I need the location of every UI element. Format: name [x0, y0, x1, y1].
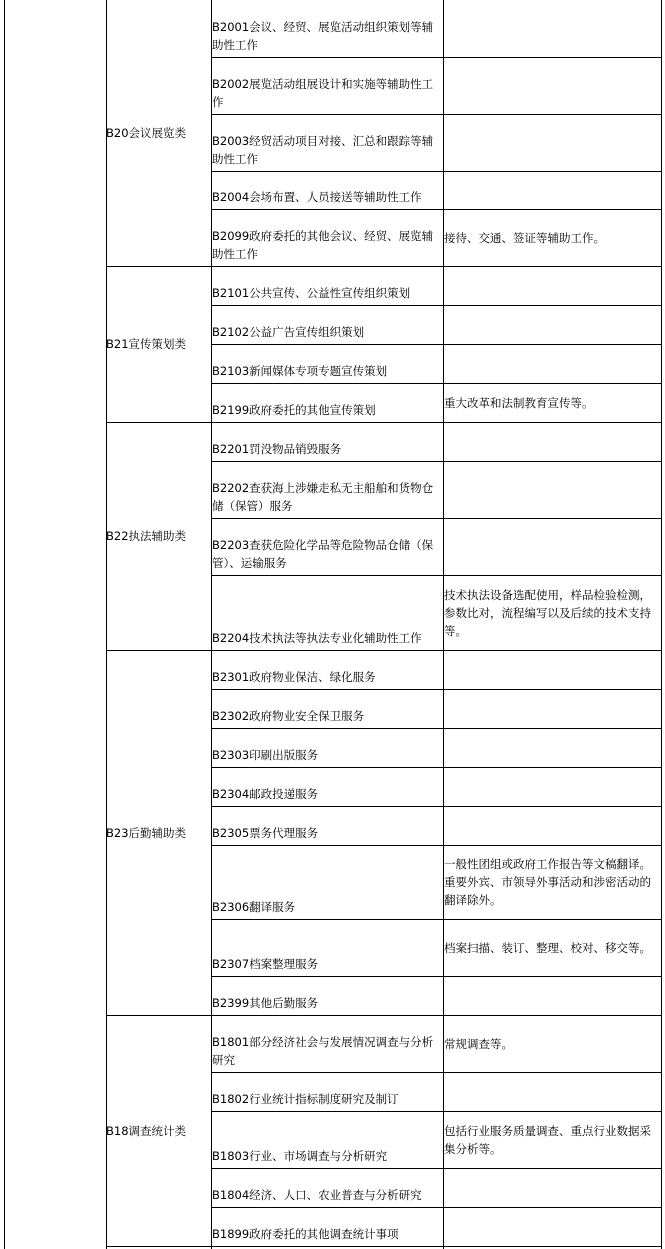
row-divider — [211, 976, 662, 977]
row-divider — [211, 461, 662, 462]
item-name: B2101公共宣传、公益性宣传组织策划 — [212, 286, 411, 300]
item-note: 一般性团组或政府工作报告等文稿翻译。重要外宾、市领导外事活动和涉密活动的翻译除外。 — [444, 857, 651, 907]
item-name: B2001会议、经贸、展览活动组织策划等辅助性工作 — [212, 20, 434, 52]
item-name: B2202查获海上涉嫌走私无主船舶和货物仓储（保管）服务 — [212, 481, 434, 513]
item-name: B2204技术执法等执法专业化辅助性工作 — [212, 631, 422, 645]
category-label: B22执法辅助类 — [106, 529, 187, 543]
item-name: B2302政府物业安全保卫服务 — [212, 709, 365, 723]
row-divider — [211, 845, 662, 846]
item-note: 重大改革和法制教育宣传等。 — [444, 395, 594, 410]
category-label: B18调查统计类 — [106, 1123, 187, 1138]
item-name: B1802行业统计指标制度研究及制订 — [212, 1092, 399, 1106]
group-divider — [106, 266, 662, 267]
item-note: 接待、交通、签证等辅助工作。 — [444, 230, 605, 245]
category-label: B21宣传策划类 — [106, 337, 187, 351]
row-divider — [211, 57, 662, 58]
group-divider — [106, 422, 662, 423]
row-divider — [211, 383, 662, 384]
row-divider — [211, 209, 662, 210]
item-name: B2002展览活动组展设计和实施等辅助性工作 — [212, 77, 434, 109]
item-note: 技术执法设备选配使用，样品检验检测，参数比对，流程编写以及后续的技术支持等。 — [444, 587, 651, 638]
row-divider — [211, 806, 662, 807]
item-name: B2305票务代理服务 — [212, 826, 319, 840]
row-divider — [211, 344, 662, 345]
column-divider — [106, 0, 107, 1249]
item-name: B2304邮政投递服务 — [212, 787, 319, 801]
item-name: B1899政府委托的其他调查统计事项 — [212, 1227, 399, 1241]
row-divider — [211, 305, 662, 306]
item-name: B1801部分经济社会与发展情况调查与分析研究 — [212, 1035, 434, 1067]
item-note: 档案扫描、装订、整理、校对、移交等。 — [444, 940, 651, 955]
item-name: B2201罚没物品销毁服务 — [212, 442, 342, 456]
item-name: B2203查获危险化学品等危险物品仓储（保管）、运输服务 — [212, 538, 434, 570]
table-border-left — [4, 0, 5, 1249]
item-note: 常规调查等。 — [444, 1036, 513, 1051]
row-divider — [211, 1168, 662, 1169]
category-label: B20会议展览类 — [106, 126, 187, 140]
item-name: B2307档案整理服务 — [212, 957, 319, 971]
table-border-right — [661, 0, 662, 1249]
category-label: B23后勤辅助类 — [106, 825, 187, 840]
row-divider — [211, 728, 662, 729]
row-divider — [211, 1207, 662, 1208]
row-divider — [211, 689, 662, 690]
item-name: B2306翻译服务 — [212, 900, 296, 914]
item-name: B2199政府委托的其他宣传策划 — [212, 403, 376, 417]
row-divider — [211, 114, 662, 115]
row-divider — [211, 1111, 662, 1112]
item-name: B1804经济、人口、农业普查与分析研究 — [212, 1188, 422, 1202]
item-name: B2003经贸活动项目对接、汇总和跟踪等辅助性工作 — [212, 134, 434, 166]
item-name: B2103新闻媒体专项专题宣传策划 — [212, 364, 388, 378]
row-divider — [211, 171, 662, 172]
item-note: 包括行业服务质量调查、重点行业数据采集分析等。 — [444, 1123, 651, 1156]
group-divider — [106, 1015, 662, 1016]
row-divider — [211, 767, 662, 768]
group-divider — [106, 650, 662, 651]
item-name: B1803行业、市场调查与分析研究 — [212, 1149, 388, 1163]
row-divider — [211, 518, 662, 519]
table-bottom-border — [106, 1246, 662, 1247]
item-name: B2102公益广告宣传组织策划 — [212, 325, 365, 339]
item-name: B2004会场布置、人员接送等辅助性工作 — [212, 190, 422, 204]
row-divider — [211, 919, 662, 920]
item-name: B2301政府物业保洁、绿化服务 — [212, 670, 376, 684]
item-name: B2099政府委托的其他会议、经贸、展览辅助性工作 — [212, 229, 434, 261]
row-divider — [211, 575, 662, 576]
row-divider — [211, 1072, 662, 1073]
item-name: B2303印刷出版服务 — [212, 748, 319, 762]
item-name: B2399其他后勤服务 — [212, 996, 319, 1010]
